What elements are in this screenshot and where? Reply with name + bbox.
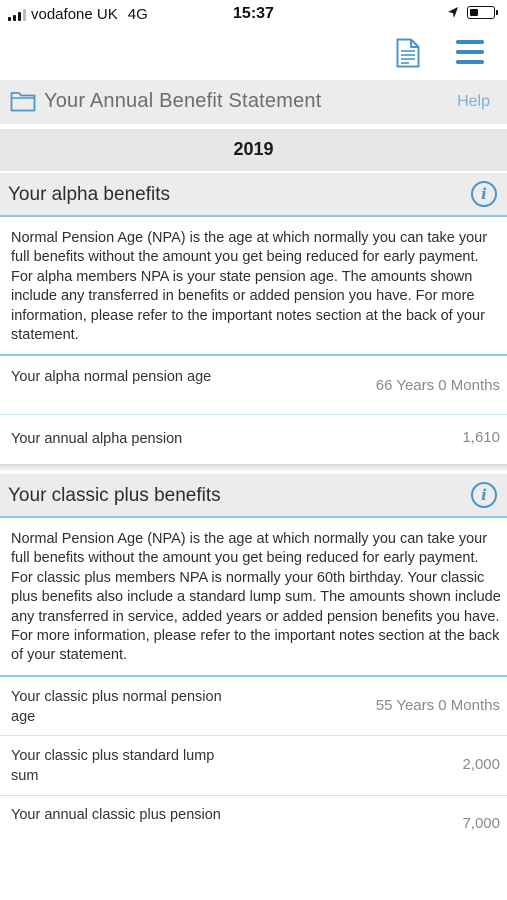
- title-bar: [0, 80, 507, 124]
- info-icon[interactable]: i: [471, 482, 497, 508]
- divider: [0, 414, 507, 415]
- classic-plus-section-title: Your classic plus benefits: [8, 485, 221, 506]
- help-link[interactable]: Help: [457, 93, 490, 110]
- classic-plus-description: Normal Pension Age (NPA) is the age at which normally you can take your full benefits without the amount you get being reduced for early payment. For classic plus members NPA is normally your 60th birthday. Your classic plus benefits also include a standard lump sum. The amounts shown include any transferred in service, added years or added pension benefits you have. For more information, please refer to the important notes section at the back of your statement.: [11, 531, 501, 664]
- classic-plus-npa-value: 55 Years 0 Months: [375, 697, 500, 714]
- section-separator: [0, 464, 507, 472]
- classic-plus-row-label: Your classic plus normal pension age: [11, 689, 222, 725]
- alpha-row-label: Your alpha normal pension age: [11, 369, 212, 385]
- network-type: 4G: [127, 6, 148, 23]
- carrier-name: vodafone UK: [31, 6, 118, 23]
- alpha-row-label: Your annual alpha pension: [11, 431, 183, 447]
- divider: [0, 354, 507, 356]
- divider: [0, 795, 507, 796]
- classic-plus-lump-sum-value: 2,000: [462, 756, 500, 773]
- statement-year: 2019: [233, 139, 274, 159]
- hamburger-menu-icon[interactable]: [456, 40, 484, 64]
- alpha-description: Normal Pension Age (NPA) is the age at which normally you can take your full benefits without the amount you get being reduced for early payment. For alpha members NPA is your state pension age. The amounts shown include any transferred in benefits or added pension you have. For more information, please refer to the important notes section at the back of your statement.: [11, 230, 488, 344]
- status-right: [447, 6, 495, 19]
- battery-icon: [467, 6, 495, 19]
- info-icon[interactable]: i: [471, 181, 497, 207]
- location-arrow-icon: [447, 6, 459, 19]
- status-bar: [0, 0, 507, 28]
- status-time: 15:37: [233, 5, 274, 22]
- classic-plus-row-label: Your annual classic plus pension: [11, 807, 221, 823]
- alpha-pension-value: 1,610: [462, 429, 500, 446]
- alpha-section-header: [0, 173, 507, 217]
- divider: [0, 735, 507, 736]
- divider: [0, 675, 507, 677]
- alpha-npa-value: 66 Years 0 Months: [375, 377, 500, 394]
- document-icon[interactable]: [396, 38, 420, 68]
- classic-plus-section-header: [0, 474, 507, 518]
- classic-plus-pension-value: 7,000: [462, 815, 500, 832]
- folder-icon: [10, 90, 36, 112]
- year-bar: [0, 129, 507, 171]
- classic-plus-row-label: Your classic plus standard lump sum: [11, 748, 215, 784]
- page-title: Your Annual Benefit Statement: [44, 90, 322, 112]
- top-action-bar: [0, 28, 507, 78]
- alpha-section-title: Your alpha benefits: [8, 184, 170, 205]
